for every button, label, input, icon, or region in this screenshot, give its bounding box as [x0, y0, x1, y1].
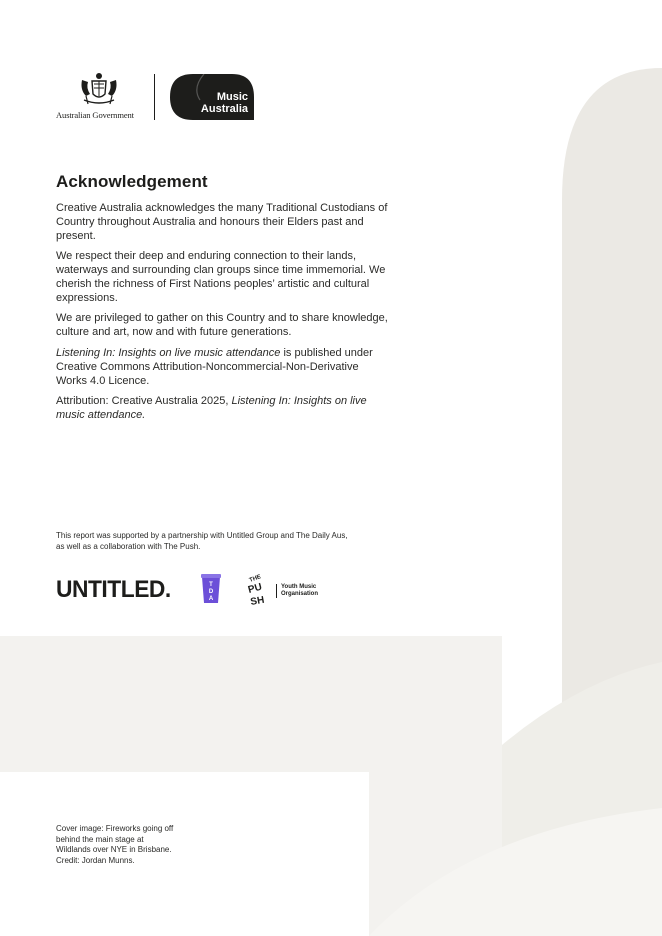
svg-text:PU: PU	[246, 581, 264, 596]
report-title-italic: Listening In: Insights on live music attendance	[56, 347, 281, 359]
cover-caption-line-1: Cover image: Fireworks going off	[56, 824, 174, 833]
ymo-line-2: Organisation	[281, 591, 319, 597]
svg-text:D: D	[208, 589, 214, 595]
acknowledgement-paragraph-2: We respect their deep and enduring connection to their lands, waterways and surrounding clan groups since time immemorial. We cherish the richness of First Nations peoples’ artistic and cultural expressions.	[56, 250, 386, 304]
logo-divider	[154, 74, 155, 120]
svg-text:A: A	[208, 596, 214, 602]
the-push-logo	[246, 574, 276, 608]
licence-text: is published under Creative Commons Attribution-Noncommercial-Non-Derivative Works 4.0 Licence.	[56, 347, 373, 387]
attribution-paragraph	[56, 394, 391, 422]
acknowledgement-paragraph-1: Creative Australia acknowledges the many Traditional Custodians of Country throughout Australia and honours their Elders past and present.	[56, 202, 388, 242]
attribution-prefix: Attribution: Creative Australia 2025,	[56, 395, 232, 407]
ma-line-1: Music	[216, 91, 248, 103]
cover-caption-line-2: behind the main stage at	[56, 834, 144, 844]
gov-logo-text: Australian Government	[56, 110, 134, 120]
attribution-title-italic: Listening In: Insights on live music attendance.	[56, 395, 367, 421]
svg-text:SH: SH	[249, 594, 266, 608]
cover-caption-credit: Credit: Jordan Munns.	[56, 855, 135, 865]
australian-government-logo	[56, 72, 142, 120]
untitled-logo: UNTITLED.	[56, 576, 171, 603]
licence-paragraph	[56, 346, 391, 388]
coat-of-arms-icon	[78, 72, 120, 108]
music-australia-logo-text	[192, 91, 248, 115]
support-statement: This report was supported by a partnership with Untitled Group and The Daily Aus, as well as a collaboration with The Push.	[56, 531, 348, 551]
acknowledgement-paragraph-3: We are privileged to gather on this Country and to share knowledge, culture and art, now and with future generations.	[56, 312, 388, 338]
acknowledgement-heading: Acknowledgement	[56, 172, 208, 191]
svg-text:THE: THE	[248, 574, 262, 584]
svg-text:T: T	[209, 582, 213, 588]
the-daily-aus-logo	[200, 573, 222, 605]
cover-image-caption	[56, 824, 206, 866]
ymo-line-1: Youth Music	[281, 584, 317, 590]
youth-music-organisation-text	[276, 584, 318, 598]
ma-line-2: Australia	[200, 103, 248, 115]
cover-caption-line-3: Wildlands over NYE in Brisbane.	[56, 845, 172, 854]
